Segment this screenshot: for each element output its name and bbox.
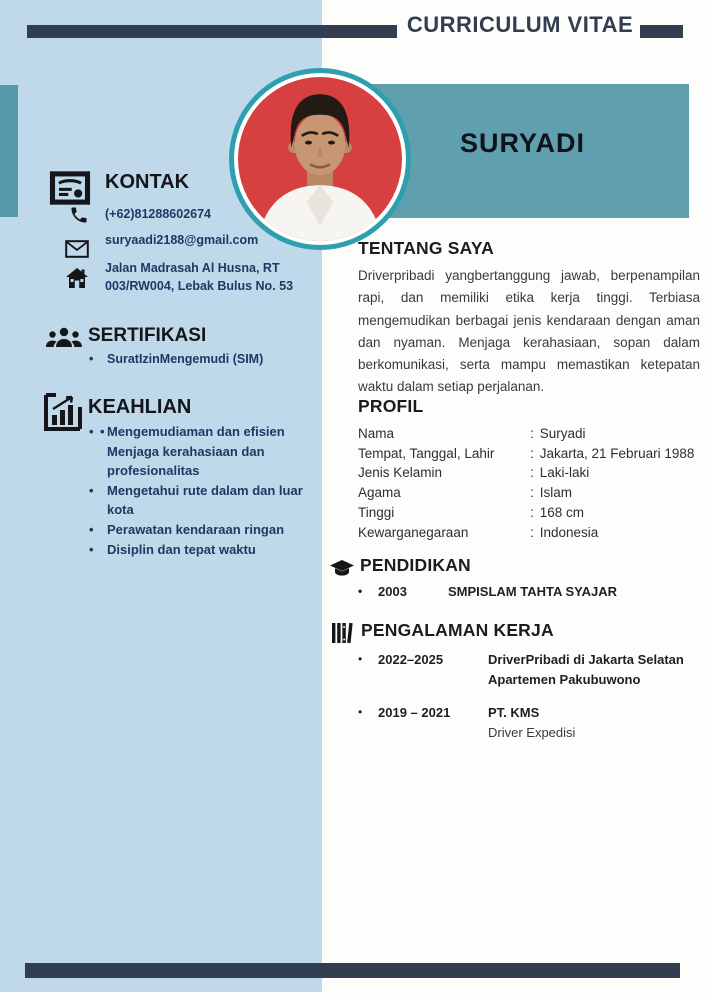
- colon: :: [530, 504, 534, 520]
- bullet-marker: •: [358, 705, 363, 719]
- keahlian-list: [88, 422, 316, 559]
- footer-divider: [25, 963, 680, 978]
- colon: :: [530, 524, 534, 540]
- kontak-heading: KONTAK: [105, 171, 190, 193]
- tentang-saya-paragraph: Driverpribadi yangbertanggung jawab, berpenampilan rapi, dan memiliki etika kerja tinggi. Terbiasa mengemudikan berbagai jenis kendaraan dengan aman dan nyaman. Menjaga kerahasiaan, sopan dalam berkomunikasi, serta mampu memastikan ketepatan waktu dalam setiap perjalanan.: [358, 268, 700, 395]
- contact-address: Jalan Madrasah Al Husna, RT 003/RW004, Lebak Bulus No. 53: [105, 261, 294, 293]
- pendidikan-heading: PENDIDIKAN: [360, 555, 471, 575]
- table-row: [358, 483, 703, 503]
- table-row: [358, 503, 703, 523]
- profil-label: Tinggi: [358, 504, 395, 520]
- table-row: [358, 523, 703, 543]
- table-row: [358, 444, 703, 464]
- colon: :: [530, 485, 534, 501]
- work-title: DriverPribadi di Jakarta Selatan Apartemen Pakubuwono: [488, 652, 684, 687]
- profile-photo: [238, 77, 402, 241]
- pengalaman-kerja-heading: PENGALAMAN KERJA: [361, 620, 554, 640]
- header-divider-right: [640, 25, 683, 38]
- profile-photo-frame: [229, 68, 411, 250]
- list-item: • Perawatan kendaraan ringan: [88, 520, 316, 540]
- list-item: • SuratIzinMengemudi (SIM): [88, 352, 318, 366]
- page-title: CURRICULUM VITAE: [406, 12, 634, 37]
- education-school: SMPISLAM TAHTA SYAJAR: [448, 584, 618, 599]
- profil-heading: PROFIL: [358, 396, 424, 416]
- keahlian-heading: KEAHLIAN: [88, 396, 192, 418]
- bullet-marker: •: [358, 584, 363, 598]
- work-period: 2019 – 2021: [378, 705, 451, 720]
- bullet-marker: •: [358, 652, 363, 666]
- tentang-saya-heading: TENTANG SAYA: [358, 238, 494, 258]
- people-group-icon: [45, 325, 83, 351]
- list-item: • Mengetahui rute dalam dan luar kota: [88, 481, 316, 520]
- education-entry: [358, 584, 617, 599]
- sertifikasi-list: [88, 352, 318, 366]
- profil-label: Agama: [358, 485, 401, 501]
- profil-value: Suryadi: [539, 426, 586, 441]
- books-icon: [331, 622, 355, 644]
- phone-icon: [69, 205, 89, 225]
- graduation-cap-icon: [329, 559, 355, 577]
- contact-card-icon: [48, 171, 92, 205]
- table-row: [358, 424, 703, 444]
- header-divider-left: [27, 25, 397, 38]
- table-row: [358, 463, 703, 483]
- work-entry: [358, 650, 706, 689]
- work-entry: [358, 703, 706, 742]
- profil-label: Jenis Kelamin: [358, 465, 443, 481]
- left-accent-bar: [0, 85, 18, 217]
- profil-value: Laki-laki: [539, 465, 590, 481]
- profil-label: Tempat, Tanggal, Lahir: [358, 445, 495, 461]
- work-title: PT. KMS: [488, 705, 540, 720]
- contact-phone: (+62)81288602674: [105, 207, 211, 221]
- profil-value: Indonesia: [539, 524, 599, 540]
- work-period: 2022–2025: [378, 652, 444, 667]
- profil-table: [358, 424, 703, 542]
- sertifikasi-heading: SERTIFIKASI: [88, 325, 207, 346]
- work-subtitle: Driver Expedisi: [488, 724, 576, 740]
- profil-label: Kewarganegaraan: [358, 524, 469, 540]
- colon: :: [530, 465, 534, 481]
- candidate-name: SURYADI: [459, 128, 586, 158]
- education-year: 2003: [378, 584, 407, 599]
- bar-chart-icon: [44, 393, 82, 431]
- list-item: • Disiplin dan tepat waktu: [88, 540, 316, 560]
- email-icon: [65, 240, 89, 258]
- profil-value: Jakarta, 21 Februari 1988: [539, 445, 695, 461]
- profil-value: Islam: [539, 485, 573, 501]
- colon: :: [530, 426, 534, 441]
- profil-value: 168 cm: [539, 504, 585, 520]
- list-item: • Mengemudiaman dan efisien Menjaga kerahasiaan dan profesionalitas •: [88, 422, 316, 481]
- profil-label: Nama: [358, 426, 395, 441]
- colon: :: [530, 445, 534, 461]
- contact-email: suryaadi2188@gmail.com: [105, 233, 259, 247]
- home-icon: [65, 267, 89, 289]
